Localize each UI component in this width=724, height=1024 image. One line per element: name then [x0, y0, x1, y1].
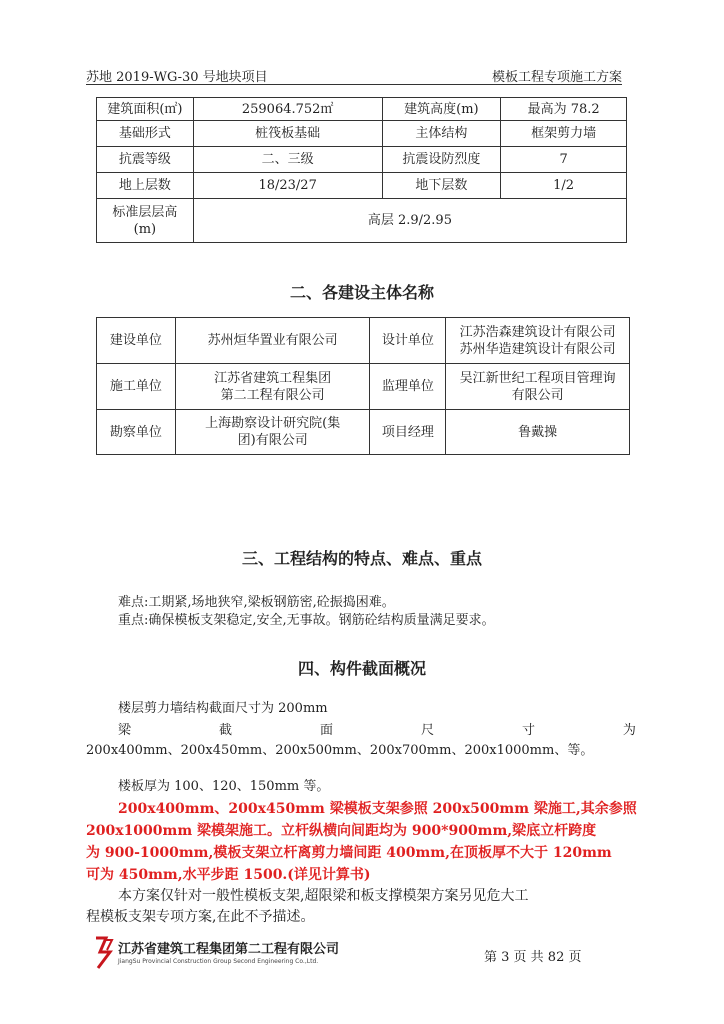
parties-table: [96, 317, 630, 455]
wall-section-text: 楼层剪力墙结构截面尺寸为 200mm: [118, 701, 328, 716]
cell-line: 苏州华造建筑设计有限公司: [459, 341, 616, 357]
floor-height-value: 高层 2.9/2.95: [193, 199, 626, 243]
slab-thickness-text: 楼板厚为 100、120、150mm 等。: [118, 779, 330, 794]
word: 面: [319, 723, 333, 738]
company-logo-icon: [92, 936, 116, 970]
cell-line: 苏州烜华置业有限公司: [207, 333, 338, 348]
cell-line: 江苏浩森建筑设计有限公司: [459, 324, 616, 340]
scope-note-line: 本方案仅针对一般性模板支架,超限梁和板支撑模架方案另见危大工: [118, 888, 529, 904]
table-cell: 勘察单位: [97, 410, 176, 455]
company-name-en: JiangSu Provincial Construction Group Second Engineering Co.,Ltd.: [118, 958, 319, 965]
table-cell: 建筑高度(m): [382, 98, 501, 121]
scope-note-line: 程模板支架专项方案,在此不予描述。: [86, 909, 315, 925]
table-cell: 18/23/27: [193, 173, 382, 199]
cell-line: 团)有限公司: [237, 433, 308, 448]
cell-line: 有限公司: [511, 387, 564, 403]
cell-line: 吴江新世纪工程项目管理询: [459, 370, 616, 386]
table-row: [97, 199, 627, 243]
table-row: [97, 121, 627, 147]
table-cell: 监理单位: [370, 364, 446, 410]
table-cell: 框架剪力墙: [501, 121, 627, 147]
word: 尺: [420, 723, 434, 738]
table-cell: 建筑面积(㎡): [97, 98, 194, 121]
red-note-line: 200x400mm、200x450mm 梁模板支架参照 200x500mm 梁施工,其余参照: [118, 801, 637, 817]
word: 寸: [521, 723, 535, 738]
table-cell: 最高为 78.2: [501, 98, 627, 121]
red-note-line: 为 900-1000mm,模板支架立杆离剪力墙间距 400mm,在顶板厚不大于 120mm: [86, 845, 612, 861]
table-cell: 施工单位: [97, 364, 176, 410]
beam-heading-line: [118, 720, 636, 742]
table-cell: 259064.752㎡: [193, 98, 382, 121]
difficulty-text: 难点:工期紧,场地狭窄,梁板钢筋密,砼振捣困难。: [118, 595, 395, 610]
table-cell: [446, 364, 630, 410]
table-cell: 设计单位: [370, 318, 446, 364]
table-cell: [175, 410, 370, 455]
cell-line: 鲁戴操: [518, 424, 558, 440]
table-cell: [97, 199, 194, 243]
table-cell: 主体结构: [382, 121, 501, 147]
table-cell: 抗震设防烈度: [382, 147, 501, 173]
word: 截: [218, 723, 232, 738]
table-cell: 项目经理: [370, 410, 446, 455]
word: 为: [622, 723, 636, 738]
header-document-title: 模板工程专项施工方案: [491, 70, 622, 85]
section-heading: 三、工程结构的特点、难点、重点: [241, 549, 482, 568]
table-cell: 二、三级: [193, 147, 382, 173]
table-cell: [446, 318, 630, 364]
table-cell: 地下层数: [382, 173, 501, 199]
project-info-table: [96, 97, 627, 243]
table-cell: [175, 318, 370, 364]
table-row: [97, 173, 627, 199]
beam-sizes-text: 200x400mm、200x450mm、200x500mm、200x700mm、200x1000mm、等。: [86, 743, 594, 758]
floor-height-unit: (m): [133, 221, 157, 237]
section-heading: 四、构件截面概况: [297, 659, 426, 678]
table-cell: 建设单位: [97, 318, 176, 364]
table-row: [97, 364, 630, 410]
table-row: [97, 147, 627, 173]
cell-line: 江苏省建筑工程集团: [214, 370, 332, 386]
word: 梁: [118, 723, 132, 738]
cell-line: 上海勘察设计研究院(集: [205, 416, 341, 431]
table-row: [97, 98, 627, 121]
company-name-cn: 江苏省建筑工程集团第二工程有限公司: [118, 942, 340, 957]
red-note-line: 可为 450mm,水平步距 1500.(详见计算书): [86, 867, 371, 883]
table-row: [97, 410, 630, 455]
cell-line: 第二工程有限公司: [220, 387, 325, 403]
table-cell: 基础形式: [97, 121, 194, 147]
page-number: 第 3 页 共 82 页: [484, 950, 582, 965]
key-points-text: 重点:确保模板支架稳定,安全,无事故。钢筋砼结构质量满足要求。: [118, 613, 495, 628]
table-row: [97, 318, 630, 364]
red-note-line: 200x1000mm 梁模架施工。立杆纵横向间距均为 900*900mm,梁底立杆跨度: [86, 823, 597, 839]
table-cell: 抗震等级: [97, 147, 194, 173]
table-cell: 桩筏板基础: [193, 121, 382, 147]
table-cell: 地上层数: [97, 173, 194, 199]
table-cell: [175, 364, 370, 410]
table-cell: [446, 410, 630, 455]
header-project-name: 苏地 2019-WG-30 号地块项目: [86, 70, 268, 85]
section-heading: 二、各建设主体名称: [289, 283, 434, 302]
table-cell: 7: [501, 147, 627, 173]
table-cell: 1/2: [501, 173, 627, 199]
page-header: [86, 66, 622, 85]
floor-height-label: 标准层层高: [112, 204, 178, 220]
